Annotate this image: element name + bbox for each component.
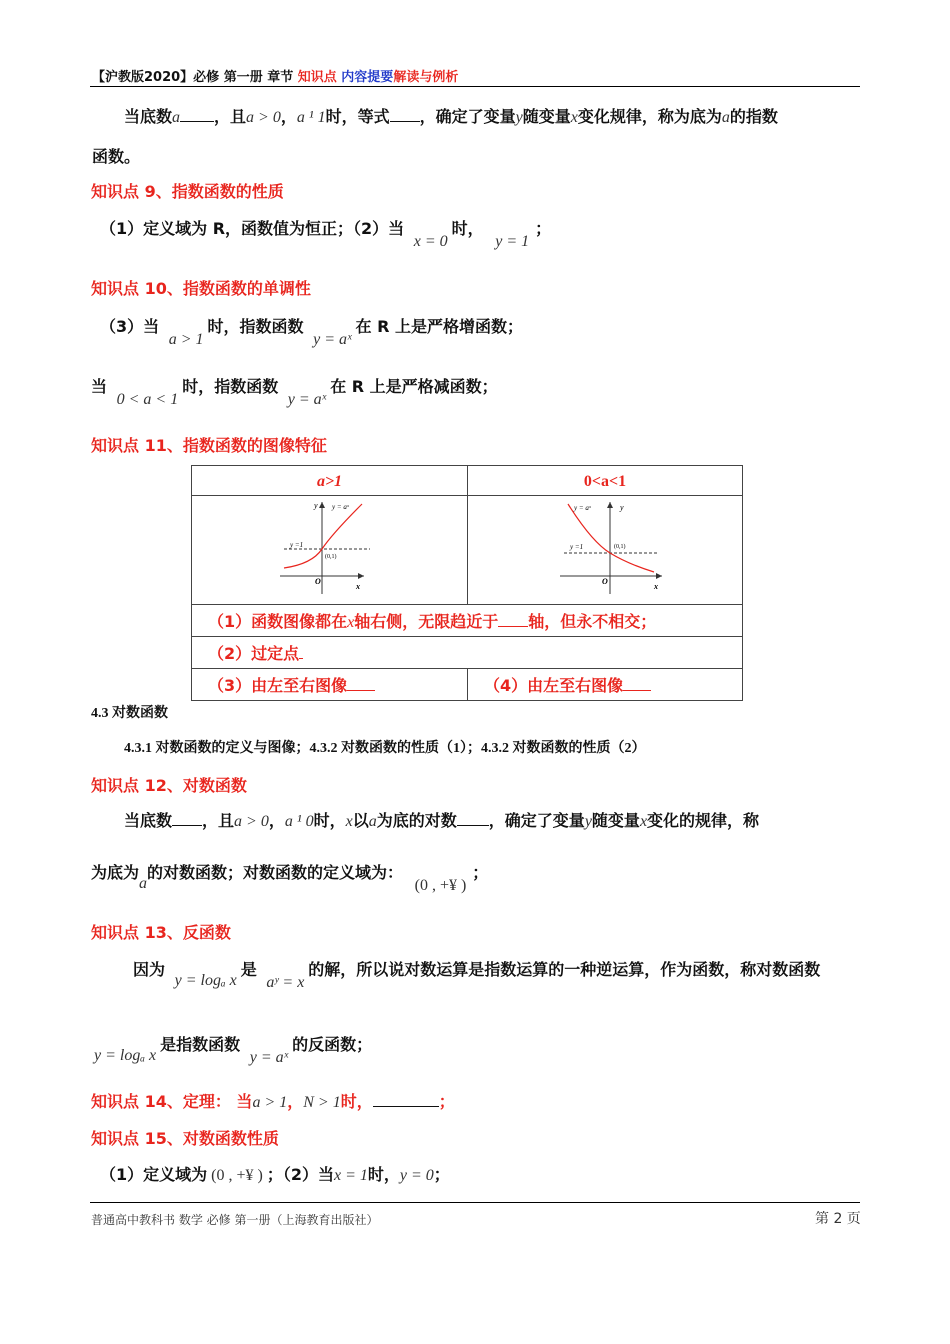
kp13-line2: y = logₐ x是指数函数 y = aˣ的反函数； [94, 1035, 373, 1066]
prop-row-2: （2）过定点 [192, 637, 743, 669]
origin-label: O [315, 577, 321, 586]
exp-def-line2: 函数。 [92, 147, 141, 166]
kp14-line: 知识点 14、定理： 当a > 1，N > 1时， ； [91, 1092, 455, 1111]
kp12-line1: 当底数 ，且a > 0，a ¹ 0时，x以a为底的对数 ，确定了变量y随变量x变化的规律，称 [124, 811, 760, 830]
kp10-line1: （3）当 a > 1时，指数函数 y = aˣ在 R 上是严格增函数； [100, 317, 523, 348]
kp10-title: 知识点 10、指数函数的单调性 [91, 279, 311, 298]
line-label: y =1 [290, 541, 304, 549]
page-header: 【沪教版2020】必修 第一册 章节 知识点 内容提要解读与例析 [92, 70, 459, 85]
increasing-curve [284, 504, 362, 568]
origin-label: O [602, 577, 608, 586]
kp15-body: （1）定义域为 (0 , +¥ ) ；（2）当x = 1时，y = 0； [100, 1165, 450, 1184]
section-title: 4.3 对数函数 [91, 706, 168, 721]
prop-row-1: （1）函数图像都在x轴右侧，无限趋近于 轴，但永不相交； [192, 605, 743, 637]
x-arrow [358, 573, 364, 579]
header-rule [90, 86, 860, 87]
line-label: y =1 [570, 543, 584, 551]
prop-row-3: （3）由左至右图像 [192, 669, 468, 701]
footer-page-number: 第 2 页 [815, 1211, 861, 1227]
exp-def-line1: 当底数a ，且a > 0，a ¹ 1时，等式 ，确定了变量y随变量x变化规律，称为底为a的指数 [124, 107, 778, 126]
kp11-title: 知识点 11、指数函数的图像特征 [91, 436, 327, 455]
kp12-title: 知识点 12、对数函数 [91, 776, 247, 795]
section-subtitle: 4.3.1 对数函数的定义与图像；4.3.2 对数函数的性质（1）；4.3.2 对数函数的性质（2） [124, 741, 646, 756]
graph-increasing [192, 496, 468, 605]
y-label: y [314, 501, 318, 510]
y-arrow [319, 502, 325, 508]
kp10-line2: 当 0 < a < 1时，指数函数 y = aˣ在 R 上是严格减函数； [91, 377, 498, 408]
y-label: y [620, 503, 624, 512]
graph-decreasing-svg [468, 496, 742, 600]
kp13-line1: 因为 y = logₐ x是 aʸ = x的解，所以说对数运算是指数运算的一种逆运算，作为函数，称对数函数 [133, 960, 821, 991]
x-label: x [356, 582, 360, 591]
col-header-a-between: 0<a<1 [468, 466, 743, 496]
footer-left: 普通高中教科书 数学 必修 第一册（上海教育出版社） [91, 1213, 379, 1227]
graph-increasing-svg [192, 496, 466, 600]
exp-graph-table [191, 465, 743, 701]
kp9-title: 知识点 9、指数函数的性质 [91, 182, 284, 201]
graph-decreasing [468, 496, 743, 605]
x-label: x [654, 582, 658, 591]
curve-label: y = aˣ [332, 503, 349, 511]
kp12-line2: 为底为a的对数函数；对数函数的定义域为： (0 , +¥ )； [91, 863, 489, 894]
kp13-title: 知识点 13、反函数 [91, 923, 231, 942]
point-label: (0,1) [614, 544, 626, 550]
y-arrow [607, 502, 613, 508]
kp9-body: （1）定义域为 R，函数值为恒正；（2）当 x = 0时， y = 1； [100, 219, 552, 250]
footer-rule [90, 1202, 860, 1203]
decreasing-curve [568, 504, 654, 572]
kp15-title: 知识点 15、对数函数性质 [91, 1129, 279, 1148]
x-arrow [656, 573, 662, 579]
point-label: (0,1) [325, 554, 337, 560]
curve-label: y = aˣ [574, 504, 591, 512]
prop-row-4: （4）由左至右图像 [468, 669, 743, 701]
col-header-a-gt-1: a>1 [192, 466, 468, 496]
